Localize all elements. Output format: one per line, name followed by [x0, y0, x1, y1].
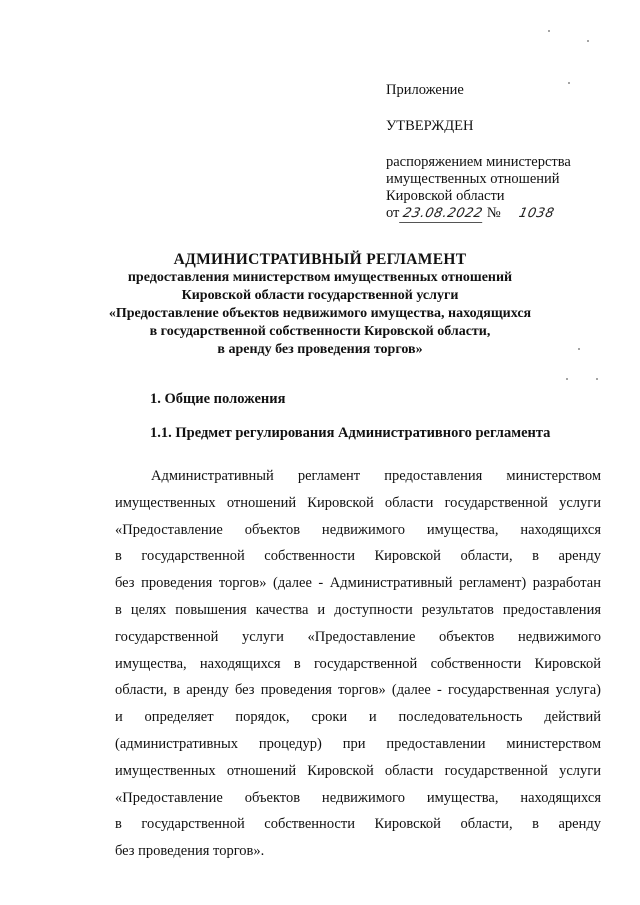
title-line: предоставления министерством имущественных отношений: [127, 270, 513, 285]
body-line: и определяет порядок, сроки и последовательность действий: [115, 709, 601, 726]
body-line: области, в аренду без проведения торгов» (далее - государственная услуга): [115, 682, 601, 699]
order-line: распоряжением министерства: [386, 154, 571, 170]
order-line: имущественных отношений: [386, 171, 560, 187]
body-line: «Предоставление объектов недвижимого имущества, находящихся: [115, 521, 601, 538]
title-line: Кировской области государственной услуги: [181, 288, 459, 303]
approval-block: [386, 82, 626, 223]
body-line: в государственной собственности Кировской области, в аренду: [115, 548, 601, 565]
number-sign: №: [486, 205, 501, 221]
scan-speck: [566, 378, 568, 380]
body-line: государственной услуги «Предоставление объектов недвижимого: [115, 628, 601, 645]
body-line: в государственной собственности Кировской области, в аренду: [115, 816, 601, 833]
document-title: [90, 250, 550, 359]
order-line: Кировской области: [386, 188, 505, 204]
body-line: в целях повышения качества и доступности результатов предоставления: [115, 601, 601, 618]
body-line: имущественных отношений Кировской области государственной услуги: [115, 762, 601, 779]
title-line: в государственной собственности Кировской области,: [149, 324, 491, 339]
date-prefix: от: [386, 205, 400, 221]
date-number-line: [386, 205, 626, 223]
scan-speck: [596, 378, 598, 380]
title-main: АДМИНИСТРАТИВНЫЙ РЕГЛАМЕНТ: [173, 251, 467, 268]
section-heading-subject: 1.1. Предмет регулирования Административного регламента: [150, 425, 551, 441]
body-line: без проведения торгов».: [115, 843, 265, 860]
title-line: в аренду без проведения торгов»: [217, 342, 423, 357]
section-heading-general: 1. Общие положения: [150, 391, 286, 407]
scan-speck: [578, 348, 580, 350]
body-line: «Предоставление объектов недвижимого имущества, находящихся: [115, 789, 601, 806]
appendix-label: Приложение: [386, 82, 464, 98]
scan-speck: [548, 30, 550, 32]
body-paragraph: [115, 463, 601, 865]
body-line: имущества, находящихся в государственной собственности Кировской: [115, 655, 601, 672]
title-line: «Предоставление объектов недвижимого имущества, находящихся: [108, 306, 532, 321]
body-line: (административных процедур) при предоставлении министерством: [115, 735, 601, 752]
handwritten-number: 1038: [517, 206, 556, 221]
body-line: без проведения торгов» (далее - Административный регламент) разработан: [115, 575, 601, 592]
scan-speck: [587, 40, 589, 42]
handwritten-date: 23.08.2022: [399, 205, 486, 223]
approved-label: УТВЕРЖДЕН: [386, 118, 474, 134]
body-line: имущественных отношений Кировской области государственной услуги: [115, 494, 601, 511]
body-line: Административный регламент предоставления министерством: [151, 468, 601, 484]
